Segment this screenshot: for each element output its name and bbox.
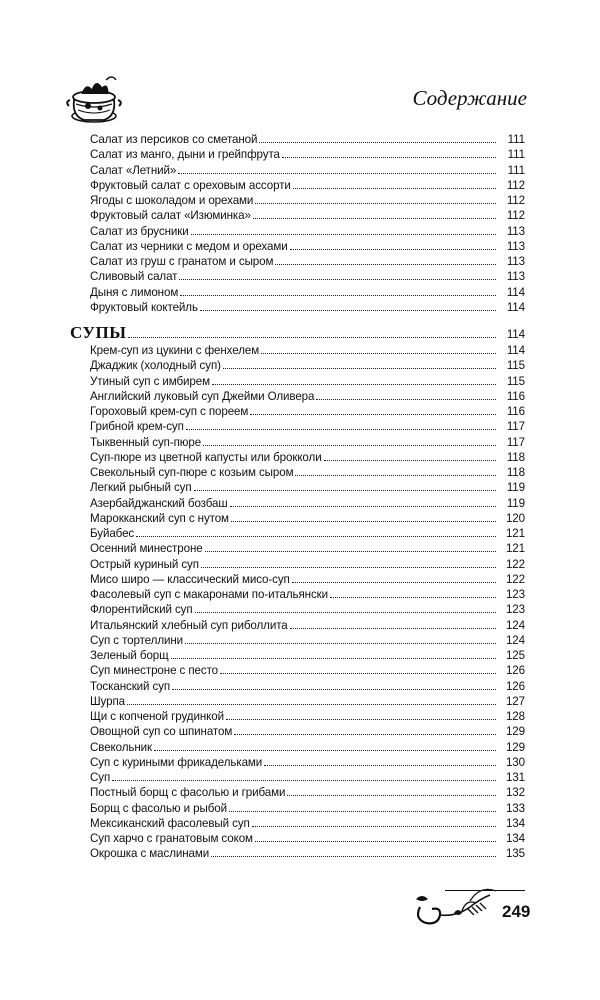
entry-title: Крем-суп из цукини с фенхелем: [90, 344, 260, 357]
entry-page-number: 113: [506, 270, 525, 284]
toc-entry: [70, 419, 525, 434]
toc-entry: [70, 816, 525, 831]
entry-page-number: 125: [505, 649, 525, 662]
entry-title: Азербайджанский бозбаш: [90, 496, 228, 510]
dot-leader: [179, 279, 496, 280]
toc-entry: [70, 254, 525, 269]
toc-entry: [70, 694, 525, 709]
entry-page-number: 113: [506, 255, 525, 268]
dot-leader: [128, 337, 496, 338]
toc-entry: [70, 709, 525, 724]
leaf-swirl-ornament-icon: [410, 885, 502, 930]
dot-leader: [252, 826, 496, 827]
dot-leader: [292, 582, 496, 583]
entry-title: Буйабес: [90, 527, 135, 540]
dot-leader: [178, 173, 496, 174]
entry-title: Борщ с фасолью и рыбой: [90, 801, 227, 815]
toc-entry: [70, 633, 525, 648]
dot-leader: [201, 567, 496, 568]
dot-leader: [172, 689, 496, 690]
entry-page-number: 111: [507, 148, 525, 162]
entry-page-number: 117: [506, 420, 525, 434]
dot-leader: [186, 429, 496, 430]
toc-entry: [70, 224, 525, 239]
entry-page-number: 126: [505, 664, 525, 678]
entry-page-number: 130: [505, 755, 525, 769]
entry-page-number: 112: [506, 194, 525, 207]
dot-leader: [180, 295, 496, 296]
entry-page-number: 118: [506, 450, 525, 464]
section-gap: [70, 315, 525, 323]
dot-leader: [195, 612, 496, 613]
dot-leader: [220, 673, 496, 674]
entry-title: Салат из черники с медом и орехами: [90, 239, 288, 253]
entry-title: Салат из брусники: [90, 224, 189, 238]
entry-title: Зеленый борщ: [90, 649, 169, 662]
entry-page-number: 134: [505, 816, 525, 830]
entry-page-number: 115: [506, 359, 525, 373]
toc-entry: [70, 831, 525, 846]
entry-title: Фруктовый салат с ореховым ассорти: [90, 178, 291, 192]
toc-entry: [70, 572, 525, 587]
toc-entry: [70, 496, 525, 511]
entry-title: Сливовый салат: [90, 270, 178, 284]
entry-title: Мексиканский фасолевый суп: [90, 816, 250, 830]
dot-leader: [230, 506, 496, 507]
dot-leader: [290, 249, 496, 250]
entry-page-number: 135: [505, 847, 525, 861]
dot-leader: [136, 536, 496, 537]
entry-page-number: 127: [505, 694, 525, 708]
entry-page-number: 124: [505, 633, 525, 647]
entry-page-number: 114: [506, 300, 525, 314]
entry-page-number: 112: [506, 178, 525, 192]
toc-entry: [70, 770, 525, 785]
entry-title: Флорентийский суп: [90, 603, 193, 617]
entry-page-number: 112: [506, 209, 525, 223]
toc-entry: [70, 663, 525, 678]
toc-entry: [70, 208, 525, 223]
dot-leader: [229, 811, 496, 812]
toc-entry: [70, 374, 525, 389]
entry-page-number: 119: [506, 496, 525, 510]
toc-section-heading: [70, 323, 525, 343]
toc-entry: [70, 435, 525, 450]
toc-entry: [70, 557, 525, 572]
entry-title: Салат из груш с гранатом и сыром: [90, 255, 274, 268]
entry-title: Фасолевый суп с макаронами по-итальянски: [90, 588, 329, 601]
entry-page-number: 114: [506, 328, 525, 341]
toc-entry: [70, 618, 525, 633]
table-of-contents: [70, 132, 525, 862]
toc-entry: [70, 239, 525, 254]
entry-title: Легкий рыбный суп: [90, 481, 192, 495]
footer-rule: [445, 890, 525, 891]
entry-page-number: 122: [505, 557, 525, 571]
dot-leader: [171, 658, 496, 659]
entry-title: Шурпа: [90, 694, 125, 708]
entry-page-number: 121: [505, 542, 525, 556]
toc-entry: [70, 300, 525, 315]
entry-title: Салат из манго, дыни и грейпфрута: [90, 148, 280, 162]
entry-title: Суп: [90, 771, 111, 784]
entry-page-number: 111: [507, 163, 525, 177]
dot-leader: [212, 384, 496, 385]
dot-leader: [226, 719, 496, 720]
toc-entry: [70, 785, 525, 800]
dot-leader: [295, 475, 496, 476]
dot-leader: [330, 597, 496, 598]
entry-title: Утиный суп с имбирем: [90, 374, 210, 388]
dot-leader: [112, 780, 496, 781]
dot-leader: [255, 203, 496, 204]
toc-entry: [70, 343, 525, 358]
entry-page-number: 131: [505, 771, 525, 784]
entry-title: Суп с куриными фрикадельками: [90, 755, 263, 769]
toc-entry: [70, 679, 525, 694]
dot-leader: [234, 734, 496, 735]
dot-leader: [287, 795, 496, 796]
entry-title: Постный борщ с фасолью и грибами: [90, 786, 286, 800]
toc-entry: [70, 526, 525, 541]
dot-leader: [275, 264, 496, 265]
entry-page-number: 113: [506, 224, 525, 238]
entry-title: Тосканский суп: [90, 679, 171, 693]
entry-title: Фруктовый салат «Изюминка»: [90, 209, 251, 223]
entry-page-number: 111: [507, 133, 525, 146]
dot-leader: [211, 856, 496, 857]
dot-leader: [191, 234, 496, 235]
entry-title: Грибной крем-суп: [90, 420, 184, 434]
toc-entry: [70, 147, 525, 162]
dot-leader: [259, 142, 496, 143]
toc-entry: [70, 163, 525, 178]
toc-entry: [70, 358, 525, 373]
entry-page-number: 134: [505, 832, 525, 845]
entry-title: Овощной суп со шпинатом: [90, 725, 233, 739]
entry-title: Острый куриный суп: [90, 557, 199, 571]
toc-entry: [70, 755, 525, 770]
entry-page-number: 133: [505, 801, 525, 815]
entry-title: Свекольный суп-пюре с козьим сыром: [90, 466, 294, 479]
entry-title: Ягоды с шоколадом и орехами: [90, 194, 254, 207]
entry-title: Щи с копченой грудинкой: [90, 710, 224, 723]
entry-title: Английский луковый суп Джейми Оливера: [90, 389, 315, 403]
entry-title: Окрошка с маслинами: [90, 847, 210, 861]
toc-entry: [70, 132, 525, 147]
toc-entry: [70, 648, 525, 663]
entry-title: Мисо широ — классический мисо-суп: [90, 572, 290, 586]
entry-title: Осенний минестроне: [90, 542, 203, 556]
dot-leader: [127, 704, 496, 705]
entry-title: Суп минестроне с песто: [90, 664, 219, 678]
toc-entry: [70, 389, 525, 404]
entry-page-number: 121: [505, 527, 525, 540]
entry-page-number: 118: [506, 466, 525, 479]
entry-page-number: 120: [505, 511, 525, 525]
entry-title: Салат из персиков со сметаной: [90, 133, 258, 146]
entry-title: Итальянский хлебный суп риболлита: [90, 618, 288, 632]
entry-page-number: 113: [506, 239, 525, 253]
dot-leader: [154, 750, 496, 751]
entry-page-number: 132: [505, 786, 525, 800]
page-title: Содержание: [412, 86, 527, 110]
dot-leader: [185, 643, 496, 644]
dot-leader: [261, 353, 496, 354]
toc-entry: [70, 480, 525, 495]
entry-title: Суп с тортеллини: [90, 633, 184, 647]
toc-entry: [70, 193, 525, 208]
dot-leader: [293, 188, 496, 189]
dot-leader: [205, 551, 496, 552]
toc-entry: [70, 740, 525, 755]
dot-leader: [194, 490, 496, 491]
entry-title: Тыквенный суп-пюре: [90, 435, 202, 449]
toc-entry: [70, 801, 525, 816]
toc-entry: [70, 450, 525, 465]
entry-page-number: 129: [505, 740, 525, 754]
dot-leader: [200, 310, 496, 311]
toc-entry: [70, 178, 525, 193]
toc-entry: [70, 285, 525, 300]
dot-leader: [223, 368, 496, 369]
entry-page-number: 116: [506, 389, 525, 403]
toc-entry: [70, 404, 525, 419]
entry-page-number: 122: [505, 572, 525, 586]
entry-page-number: 123: [505, 603, 525, 617]
entry-page-number: 116: [506, 405, 525, 418]
toc-entry: [70, 846, 525, 861]
entry-page-number: 119: [506, 481, 525, 495]
toc-entry: [70, 587, 525, 602]
entry-page-number: 114: [506, 285, 525, 299]
toc-entry: [70, 269, 525, 284]
entry-title: Суп-пюре из цветной капусты или брокколи: [90, 450, 322, 464]
entry-page-number: 123: [505, 588, 525, 601]
entry-page-number: 124: [505, 618, 525, 632]
dot-leader: [203, 445, 496, 446]
entry-title: Свекольник: [90, 740, 153, 754]
dot-leader: [290, 628, 496, 629]
dot-leader: [250, 414, 496, 415]
dot-leader: [253, 218, 496, 219]
dot-leader: [282, 157, 496, 158]
toc-entry: [70, 465, 525, 480]
dot-leader: [255, 841, 496, 842]
entry-page-number: 126: [505, 679, 525, 693]
entry-title: Дыня с лимоном: [90, 285, 179, 299]
entry-title: Гороховый крем-суп с пореем: [90, 405, 249, 418]
entry-page-number: 117: [506, 435, 525, 449]
toc-entry: [70, 511, 525, 526]
entry-page-number: 128: [505, 710, 525, 723]
entry-title: СУПЫ: [70, 323, 127, 342]
toc-entry: [70, 724, 525, 739]
dot-leader: [316, 399, 496, 400]
toc-entry: [70, 602, 525, 617]
entry-title: Джаджик (холодный суп): [90, 359, 221, 373]
dot-leader: [231, 521, 496, 522]
page-number: 249: [502, 902, 531, 921]
dot-leader: [264, 765, 496, 766]
entry-page-number: 114: [506, 344, 525, 357]
entry-page-number: 115: [506, 374, 525, 388]
entry-title: Марокканский суп с нутом: [90, 511, 229, 525]
entry-title: Фруктовый коктейль: [90, 300, 198, 314]
entry-title: Суп харчо с гранатовым соком: [90, 832, 253, 845]
entry-title: Салат «Летний»: [90, 163, 177, 177]
dot-leader: [324, 460, 496, 461]
cooking-pot-illustration-icon: [62, 70, 126, 126]
toc-entry: [70, 541, 525, 556]
entry-page-number: 129: [505, 725, 525, 739]
